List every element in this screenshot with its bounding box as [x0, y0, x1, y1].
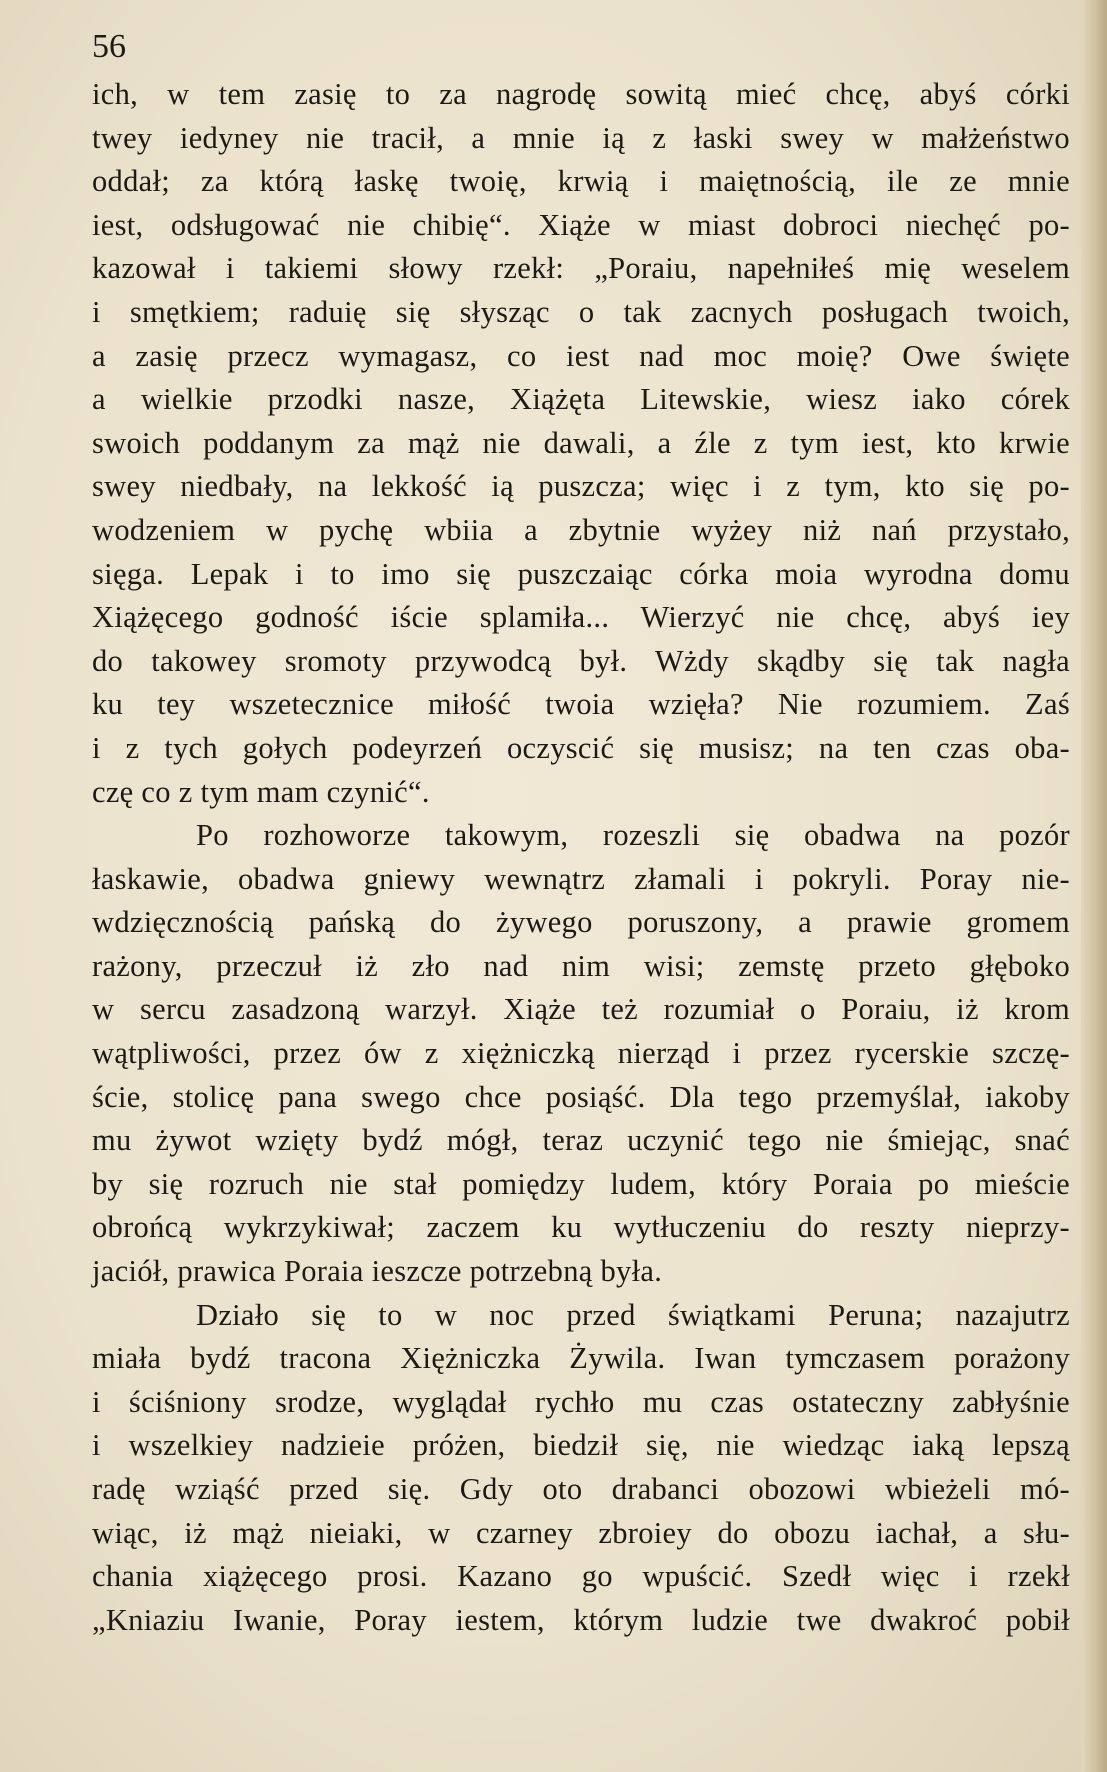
text-line: chania xiążęcego prosi. Kazano go wpuścić. Szedł więc i rzekł — [92, 1559, 1070, 1594]
text-line: Xiążęcego godność iście splamiła... Wierzyć nie chcę, abyś iey — [92, 600, 1070, 635]
text-line: jaciół, prawica Poraia ieszcze potrzebną była. — [92, 1254, 663, 1289]
text-line: wątpliwości, przez ów z xiężniczką nierząd i przez rycerskie szczę- — [92, 1036, 1070, 1071]
text-line: swey niedbały, na lekkość ią puszcza; więc i z tym, kto się po- — [92, 469, 1070, 504]
text-line: w sercu zasadzoną warzył. Xiąże też rozumiał o Poraiu, iż krom — [92, 992, 1070, 1027]
text-line: twey iedyney nie tracił, a mnie ią z łaski swey w małżeństwo — [92, 120, 1070, 155]
text-line: oddał; za którą łaskę twoię, krwią i maiętnością, ile ze mnie — [92, 164, 1070, 199]
text-line: Po rozhoworze takowym, rozeszli się obadwa na pozór — [196, 818, 1070, 853]
text-line: i wszelkiey nadzieie próżen, biedził się, nie wiedząc iaką lepszą — [92, 1428, 1070, 1463]
text-line: wiąc, iż mąż nieiaki, w czarney zbroiey do obozu iachał, a słu- — [92, 1515, 1070, 1550]
text-line: mu żywot wzięty bydź mógł, teraz uczynić tego nie śmiejąc, snać — [92, 1123, 1070, 1158]
text-line: iest, odsługować nie chibię“. Xiąże w miast dobroci niechęć po- — [92, 207, 1070, 242]
text-line: by się rozruch nie stał pomiędzy ludem, który Poraia po mieście — [92, 1166, 1070, 1201]
text-line: i smętkiem; raduię się słysząc o tak zacnych posługach twoich, — [92, 294, 1070, 329]
text-line: obrońcą wykrzykiwał; zaczem ku wytłuczeniu do reszty nieprzy- — [92, 1210, 1070, 1245]
page-number: 56 — [92, 28, 126, 65]
text-line: łaskawie, obadwa gniewy wewnątrz złamali i pokryli. Poray nie- — [92, 861, 1070, 896]
text-line: sięga. Lepak i to imo się puszczaiąc córka moia wyrodna domu — [92, 556, 1070, 591]
text-line: i z tych gołych podeyrzeń oczyscić się musisz; na ten czas oba- — [92, 730, 1070, 765]
text-line: „Kniaziu Iwanie, Poray iestem, którym ludzie twe dwakroć pobił — [92, 1602, 1070, 1637]
text-line: swoich poddanym za mąż nie dawali, a źle z tym iest, kto krwie — [92, 425, 1070, 460]
text-line: i ściśniony srodze, wyglądał rychło mu czas ostateczny zabłyśnie — [92, 1384, 1070, 1419]
text-line: miała bydź tracona Xiężniczka Żywila. Iwan tymczasem porażony — [92, 1341, 1070, 1376]
text-line: ku tey wszetecznice miłość twoia wzięła? Nie rozumiem. Zaś — [92, 687, 1070, 722]
text-line: kazował i takiemi słowy rzekł: „Poraiu, napełniłeś mię weselem — [92, 251, 1070, 286]
text-line: ich, w tem zasię to za nagrodę sowitą mieć chcę, abyś córki — [92, 77, 1070, 111]
text-line: radę wziąść przed się. Gdy oto drabanci obozowi wbieżeli mó- — [92, 1472, 1070, 1506]
text-line: Działo się to w noc przed świątkami Peruna; nazajutrz — [196, 1297, 1070, 1332]
text-line: a wielkie przodki nasze, Xiążęta Litewskie, wiesz iako córek — [92, 382, 1070, 417]
text-line: czę co z tym mam czynić“. — [92, 774, 430, 809]
text-line: wodzeniem w pychę wbiia a zbytnie wyżey niż nań przystało, — [92, 512, 1070, 547]
text-line: do takowey sromoty przywodcą był. Wżdy skądby się tak nagła — [92, 643, 1070, 678]
text-line: ście, stolicę pana swego chce posiąść. Dla tego przemyślał, iakoby — [92, 1079, 1070, 1114]
text-line: a zasię przecz wymagasz, co iest nad moc moię? Owe święte — [92, 338, 1070, 373]
text-line: wdzięcznością pańską do żywego poruszony, a prawie gromem — [92, 905, 1070, 940]
body-text — [92, 73, 1070, 1642]
page-edge — [1081, 0, 1107, 1772]
text-line: rażony, przeczuł iż zło nad nim wisi; zemstę przeto głęboko — [92, 948, 1070, 983]
